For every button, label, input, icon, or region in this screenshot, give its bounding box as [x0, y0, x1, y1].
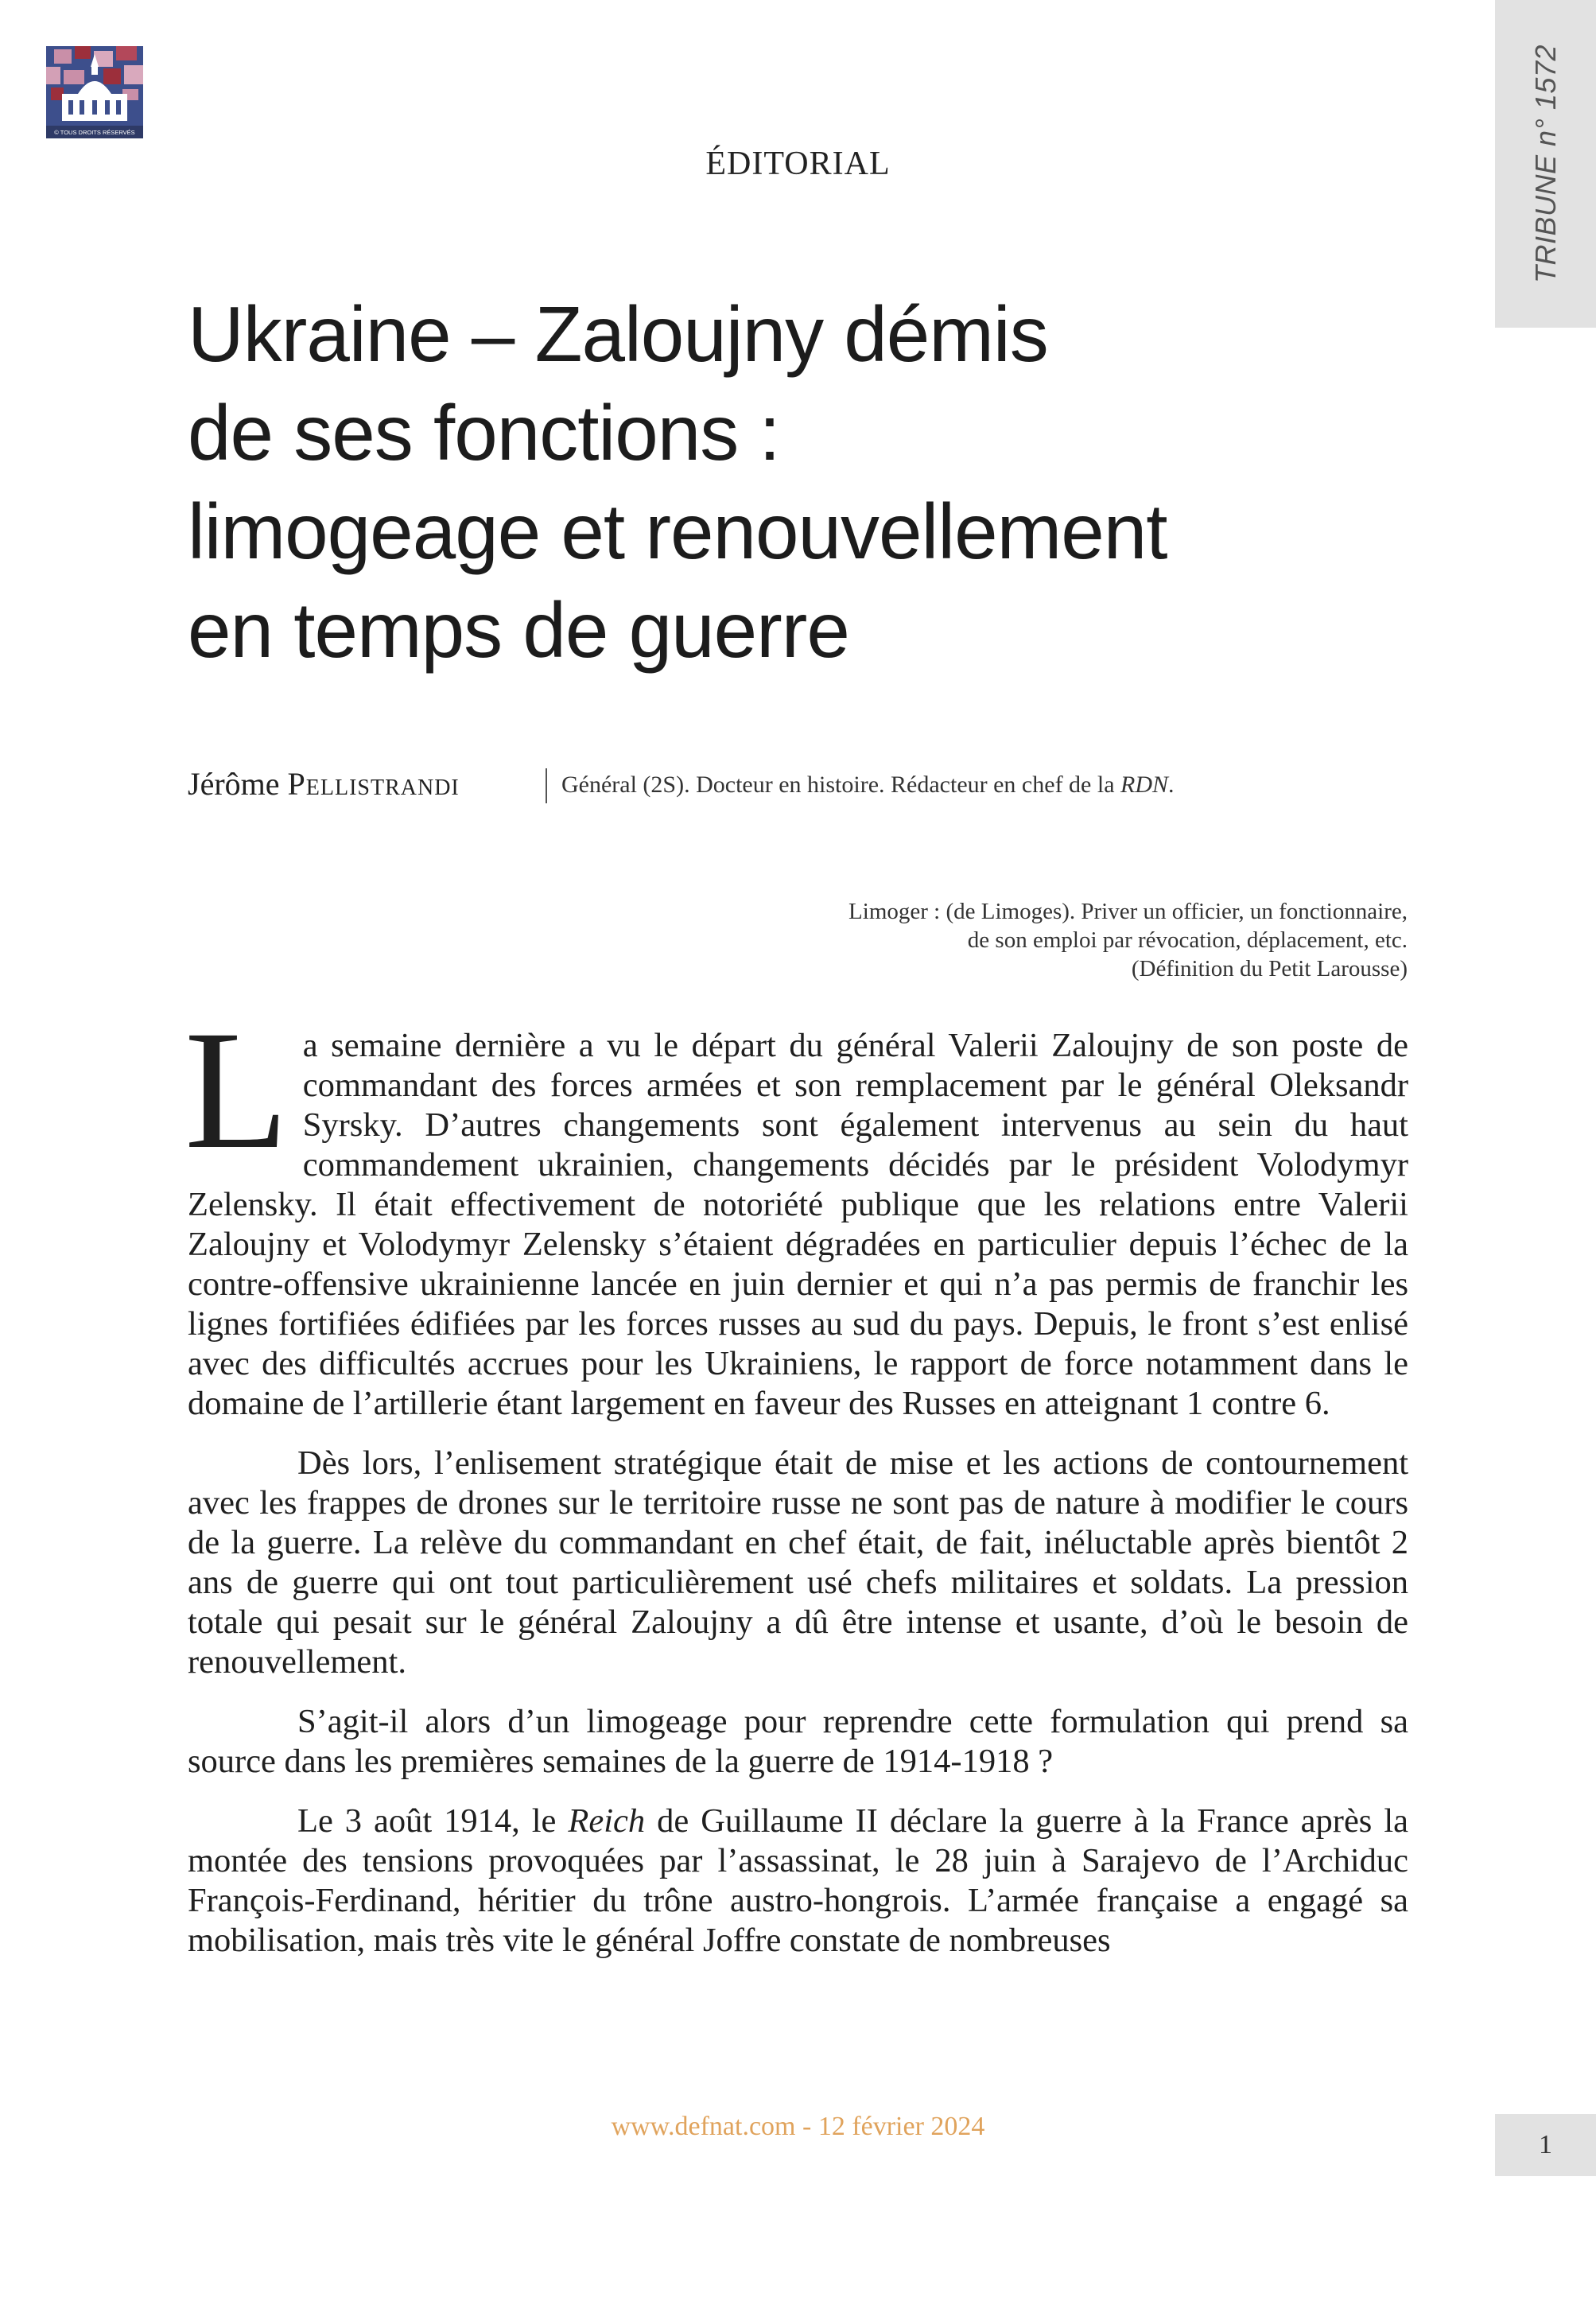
article-body: [184, 996, 1408, 1980]
title-line: de ses fonctions :: [188, 389, 780, 476]
paragraph: [184, 996, 1408, 1424]
author-name: [188, 765, 460, 803]
paragraph-text: Le 3 août 1914, le: [297, 1802, 569, 1840]
author-desc-end: .: [1168, 772, 1175, 798]
section-label: ÉDITORIAL: [705, 146, 891, 182]
paragraph: Dès lors, l’enlisement stratégique était de mise et les actions de contournement avec les frappes de drones sur le territoire russe ne sont pas de nature à modifier le cours de la guerre. La relève du commandant en chef était, de fait, inéluctable après bientôt 2 ans de guerre qui ont tout particulièrement usé chefs militaires et soldats. La pression totale qui pesait sur le général Zaloujny a dû être intense et usante, d’où le besoin de renouvellement.: [188, 1444, 1408, 1681]
footer-link[interactable]: www.defnat.com - 12 février 2024: [611, 2112, 985, 2141]
author-last-name: Pellistrandi: [287, 766, 460, 802]
title-line: limogeage et renouvellement: [188, 488, 1167, 575]
author-description: [561, 772, 1175, 799]
paragraph: [188, 1802, 1408, 1961]
tribune-number: TRIBUNE n° 1572: [1528, 44, 1562, 284]
paragraph-text: a semaine dernière a vu le départ du général Valerii Zaloujny de son poste de commandant des forces armées et son remplacement par le général Oleksandr Syrsky. D’autres changements sont également intervenus au sein du haut commandement ukrainien, changements décidés par le président Volodymyr Zelensky. Il était effectivement de notoriété publique que les relations entre Valerii Zaloujny et Volodymyr Zelensky s’étaient dégradées en particulier depuis l’échec de la contre-offensive ukrainienne lancée en juin dernier et qui n’a pas permis de franchir les lignes fortifiées édifiées par les forces russes au sud du pays. Depuis, le front s’est enlisé avec des difficultés accrues pour les Ukrainiens, le rapport de force notamment dans le domaine de l’artillerie étant largement en faveur des Russes en atteignant 1 contre 6.: [188, 1027, 1408, 1422]
author-first-name: Jérôme: [188, 766, 280, 802]
page-number: 1: [1495, 2114, 1596, 2176]
author-desc-rdn: RDN: [1120, 772, 1169, 798]
paragraph: S’agit-il alors d’un limogeage pour reprendre cette formulation qui prend sa source dans les premières semaines de la guerre de 1914-1918 ?: [188, 1703, 1408, 1780]
paragraph-italic: Reich: [568, 1802, 646, 1840]
author-separator: [546, 768, 547, 803]
title-line: Ukraine – Zaloujny démis: [188, 290, 1048, 378]
paragraph-text: de Guillaume II déclare la guerre à la France après la montée des tensions provoquées par l’assassinat, le 28 juin à Sarajevo de l’Archiduc François-Ferdinand, héritier du trône austro-hongrois. L’armée française a engagé sa mobilisation, mais très vite le général Joffre constate de nombreuses: [188, 1802, 1408, 1959]
epigraph: [716, 897, 1408, 983]
epigraph-line: Limoger : (de Limoges). Priver un officier, un fonctionnaire,: [848, 899, 1408, 924]
article-title: [188, 285, 1460, 679]
rdn-logo: [46, 46, 143, 138]
drop-cap: L: [184, 996, 289, 1184]
author-desc-text: Général (2S). Docteur en histoire. Rédacteur en chef de la: [561, 772, 1121, 798]
title-line: en temps de guerre: [188, 586, 849, 674]
epigraph-line: de son emploi par révocation, déplacement, etc.: [967, 927, 1408, 953]
epigraph-source: (Définition du Petit Larousse): [1131, 956, 1408, 981]
rdn-logo-graphic: [46, 46, 143, 138]
logo-caption: © TOUS DROITS RÉSERVÉS: [54, 129, 135, 136]
